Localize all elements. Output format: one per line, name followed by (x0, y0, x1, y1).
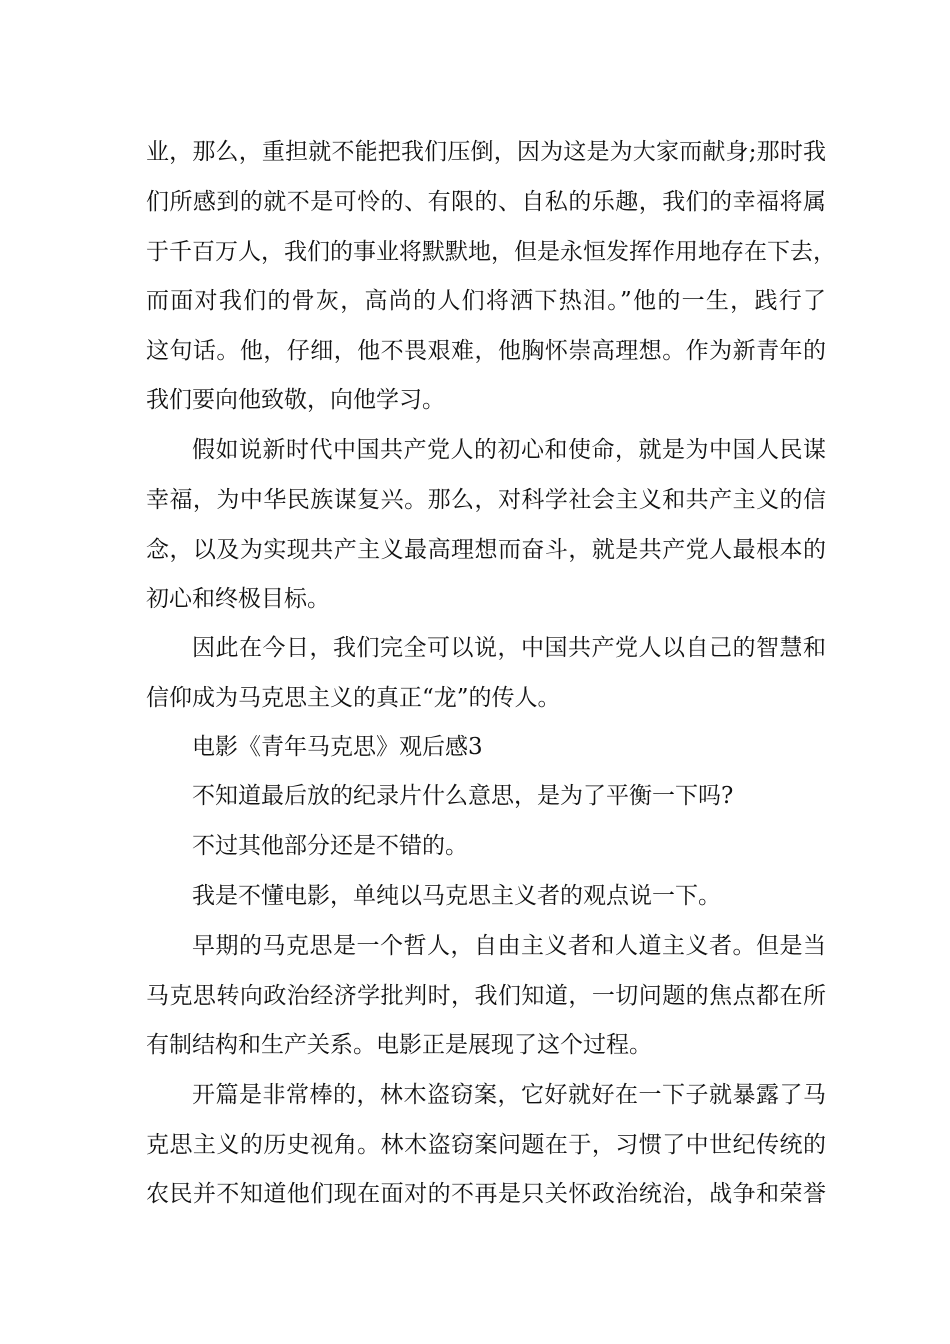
paragraph-first-line: 不过其他部分还是不错的。 (192, 833, 468, 859)
text-line: 信仰成为马克思主义的真正“龙”的传人。 (146, 685, 561, 711)
paragraph-first-line: 不知道最后放的纪录片什么意思，是为了平衡一下吗? (192, 783, 734, 809)
paragraph-first-line: 因此在今日，我们完全可以说，中国共产党人以自己的智慧和 (192, 635, 826, 661)
text-line: 于千百万人，我们的事业将默默地，但是永恒发挥作用地存在下去， (146, 239, 836, 265)
text-line: 这句话。他，仔细，他不畏艰难，他胸怀崇高理想。作为新青年的 (146, 338, 826, 364)
text-line: 马克思转向政治经济学批判时，我们知道，一切问题的焦点都在所 (146, 983, 826, 1009)
text-line: 们所感到的就不是可怜的、有限的、自私的乐趣，我们的幸福将属 (146, 189, 826, 215)
text-line: 业，那么，重担就不能把我们压倒，因为这是为大家而献身;那时我 (146, 139, 826, 165)
text-line: 幸福，为中华民族谋复兴。那么，对科学社会主义和共产主义的信 (146, 487, 826, 513)
paragraph-first-line: 假如说新时代中国共产党人的初心和使命，就是为中国人民谋 (192, 437, 826, 463)
paragraph-first-line: 开篇是非常棒的，林木盗窃案，它好就好在一下子就暴露了马 (192, 1082, 826, 1108)
text-line: 念，以及为实现共产主义最高理想而奋斗，就是共产党人最根本的 (146, 537, 826, 563)
text-line: 而面对我们的骨灰，高尚的人们将洒下热泪。”他的一生，践行了 (146, 288, 826, 314)
paragraph-first-line: 早期的马克思是一个哲人，自由主义者和人道主义者。但是当 (192, 933, 826, 959)
section-heading: 电影《青年马克思》观后感3 (192, 734, 483, 760)
text-line: 克思主义的历史视角。林木盗窃案问题在于，习惯了中世纪传统的 (146, 1132, 826, 1158)
paragraph-first-line: 我是不懂电影，单纯以马克思主义者的观点说一下。 (192, 883, 721, 909)
text-line: 有制结构和生产关系。电影正是展现了这个过程。 (146, 1032, 652, 1058)
text-line: 初心和终极目标。 (146, 586, 330, 612)
text-line: 我们要向他致敬，向他学习。 (146, 387, 445, 413)
text-line: 农民并不知道他们现在面对的不再是只关怀政治统治，战争和荣誉 (146, 1181, 826, 1207)
